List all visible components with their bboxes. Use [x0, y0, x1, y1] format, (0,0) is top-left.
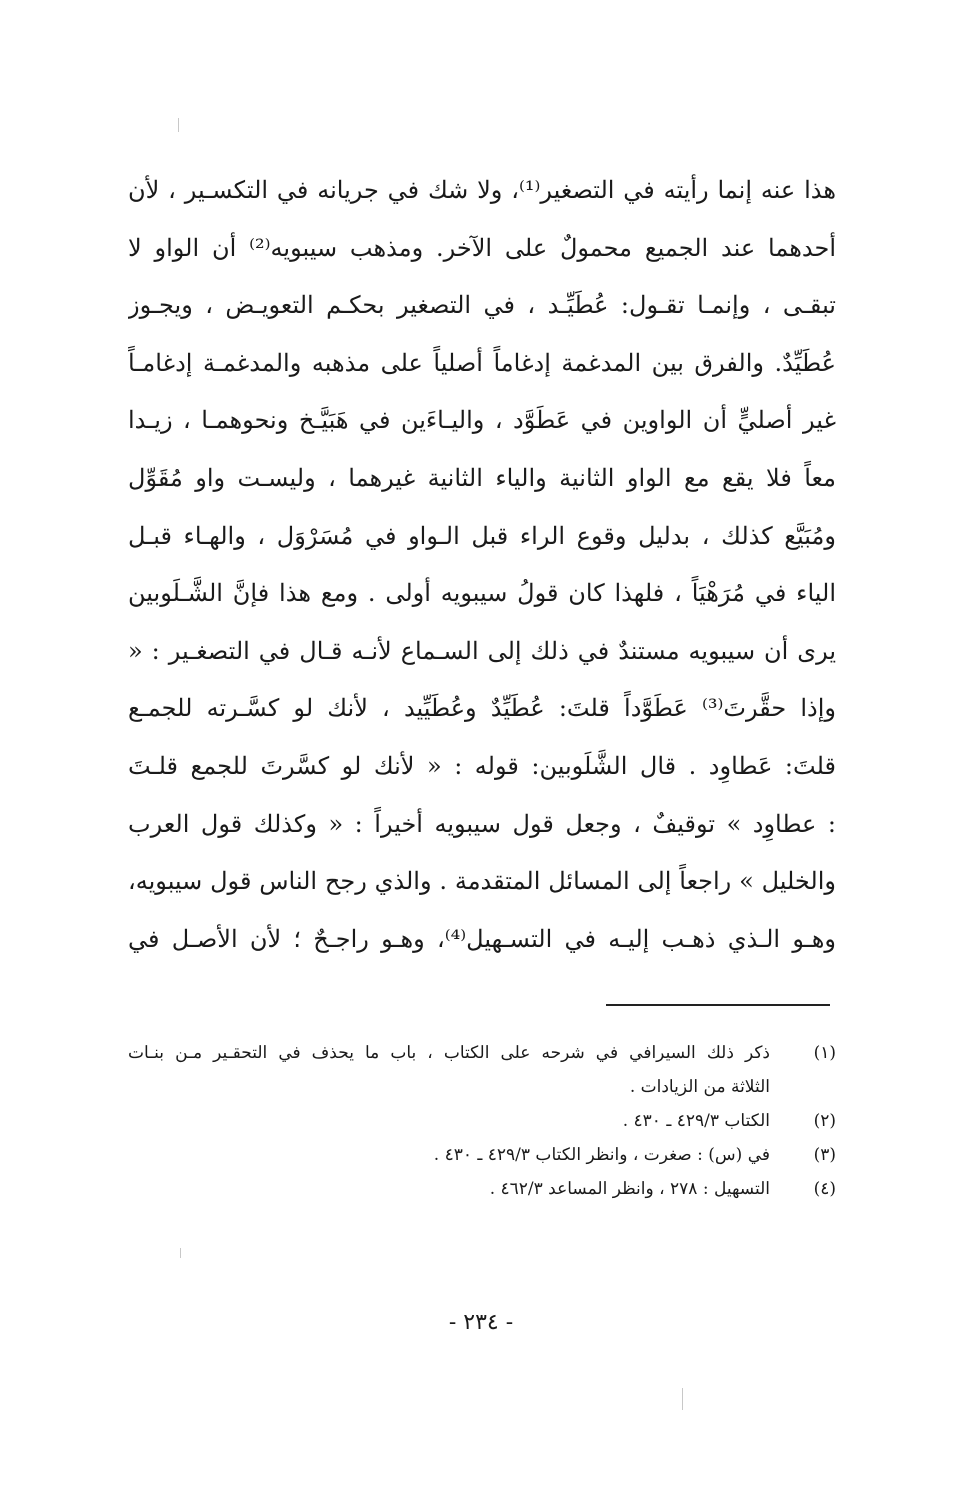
body-line: تبقـى ، وإنمـا تقـول: عُطَيِّـد ، في التصغير بحكـم التعويـض ، ويجـوز [128, 291, 836, 320]
footnote-item [128, 1104, 836, 1138]
body-line: وإذا حقَّرتَ⁽³⁾ عَطَوَّداً قلتَ: عُطَيِّدٌ وعُطَيِّيد ، لأنك لو كسَّـرته للجمـع [128, 694, 836, 723]
page-number: - ٢٣٤ - [448, 1310, 514, 1335]
body-line: معاً فلا يقع مع الواو الثانية والياء الثانية غيرهما ، وليسـت واو مُقَوِّل [128, 463, 836, 492]
body-line: وهـو الـذي ذهـب إليـه في التسـهيل⁽⁴⁾، وهـو راجـحٌ ؛ لأن الأصـل في [128, 924, 836, 953]
footnote-item [128, 1036, 836, 1104]
scan-speck [682, 1388, 683, 1410]
footnote-text-continuation: الثلاثة من الزيادات . [629, 1077, 770, 1097]
scan-speck [178, 118, 179, 132]
footnote-item [128, 1172, 836, 1206]
footnote-number: (٣) [813, 1145, 836, 1165]
body-line: ومُبَيَّع كذلك ، بدليل وقوع الراء قبل الـواو في مُسَرْوَل ، والهـاء قبـل [128, 521, 836, 550]
footnote-text: في (س) : صغرت ، وانظر الكتاب ٤٢٩/٣ ـ ٤٣٠ . [433, 1145, 770, 1165]
body-line: هذا عنه إنما رأيته في التصغير⁽¹⁾، ولا شك في جريانه في التكسـير ، لأن [128, 176, 836, 204]
body-line: أحدهما عند الجميع محمولٌ على الآخر. ومذهب سيبويه⁽²⁾ أن الواو لا [128, 233, 836, 262]
body-line: : عطاوِد » توقيفٌ ، وجعل قول سيبويه أخيراً : « وكذلك قول العرب [128, 809, 836, 838]
footnote-text: التسهيل : ٢٧٨ ، وانظر المساعد ٤٦٢/٣ . [489, 1179, 770, 1199]
footnote-text: الكتاب ٤٢٩/٣ ـ ٤٣٠ . [622, 1111, 770, 1131]
body-line: قلتَ: عَطاوِد . قال الشَّلَوبين: قوله : « لأنك لو كسَّرتَ للجمع قلـتَ [128, 751, 836, 780]
body-line: الياء في مُرَهْيَاً ، فلهذا كان قولُ سيبويه أولى . ومع هذا فإنَّ الشَّـلَوبين [128, 579, 836, 608]
body-line: والخليل » راجعاً إلى المسائل المتقدمة . والذي رجح الناس قول سيبويه، [128, 867, 836, 896]
footnote-item [128, 1138, 836, 1172]
scan-speck [180, 1248, 181, 1258]
body-line: عُطَيِّدٌ. والفرق بين المدغمة إدغاماً أصلياً على مذهبه والمدغمـة إدغامـاً [128, 348, 836, 377]
body-line: غير أصليٍّ أن الواوين في عَطَوَّد ، واليـاءَين في هَبَيَّـخ ونحوهمـا ، زيـدا [128, 406, 836, 435]
footnote-number: (٤) [813, 1179, 836, 1199]
body-line: يرى أن سيبويه مستندٌ في ذلك إلى السـماع لأنـه قـال في التصغـير : « [128, 636, 836, 665]
main-body-text [128, 162, 836, 968]
footnote-separator [606, 1004, 830, 1006]
footnote-number: (١) [813, 1043, 836, 1063]
footnotes [128, 1036, 836, 1206]
footnote-text: ذكر ذلك السيرافي في شرحه على الكتاب ، باب ما يحذف في التحقـير مـن بنـات [128, 1043, 770, 1063]
footnote-number: (٢) [813, 1111, 836, 1131]
